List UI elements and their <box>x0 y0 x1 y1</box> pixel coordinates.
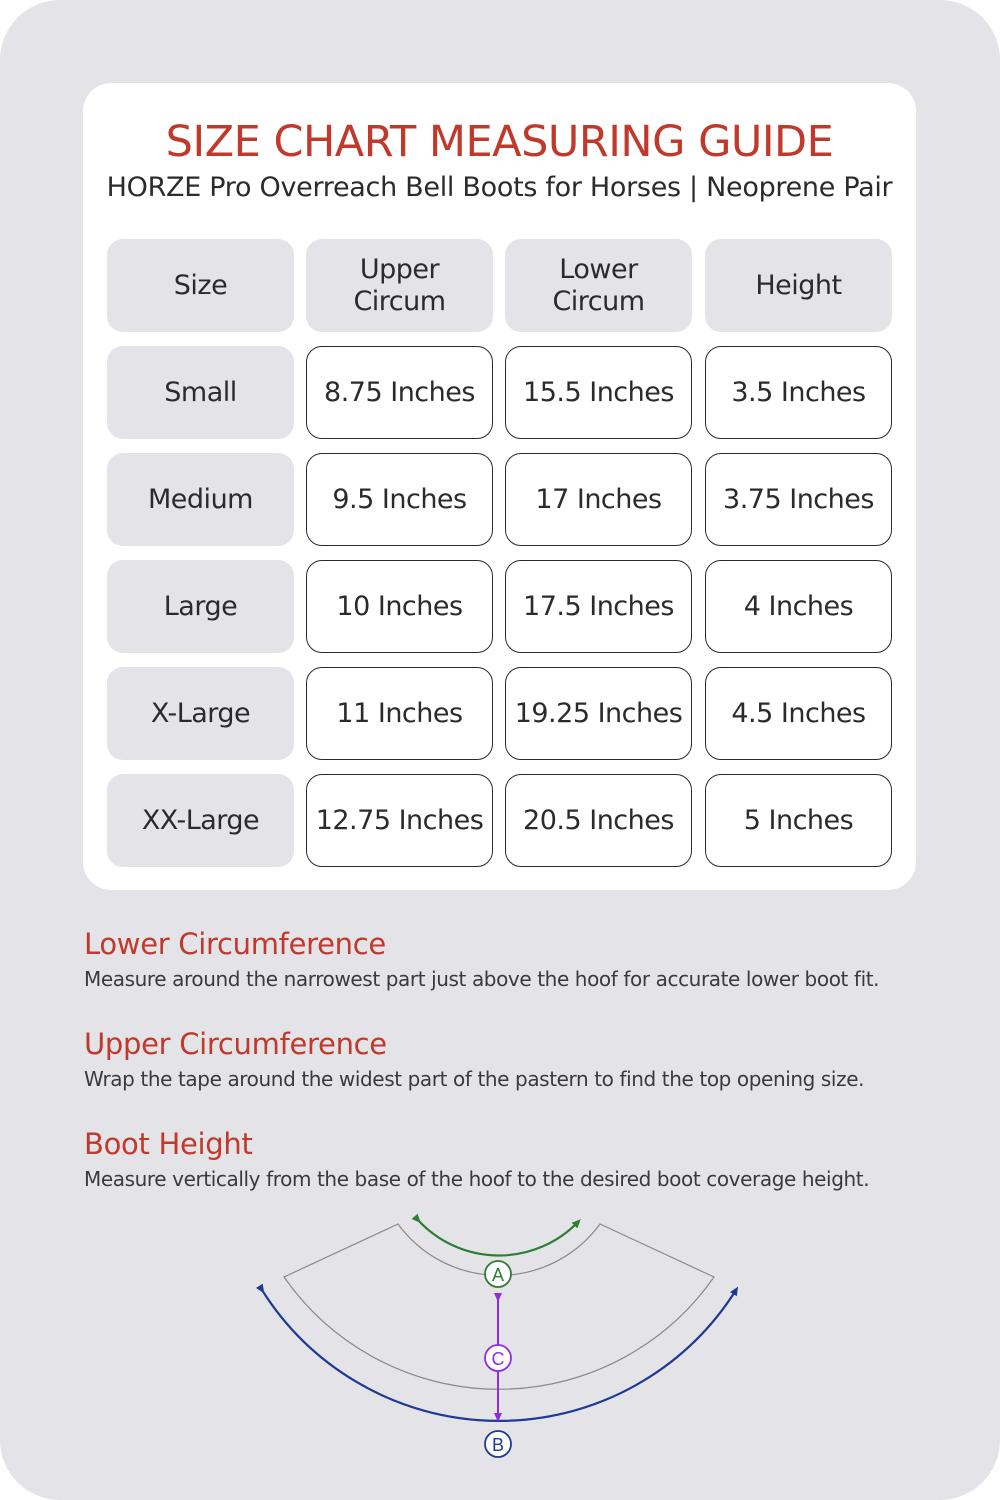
section-heading: Lower Circumference <box>84 927 386 961</box>
lower-circum-value: 17.5 Inches <box>505 560 692 653</box>
column-header-upper-circum: Upper Circum <box>306 239 493 332</box>
upper-circum-value: 10 Inches <box>306 560 493 653</box>
bell-boot-diagram <box>0 1205 1000 1500</box>
section-text: Measure vertically from the base of the hoof to the desired boot coverage height. <box>84 1167 870 1191</box>
section-heading: Upper Circumference <box>84 1027 387 1061</box>
table-row <box>107 667 892 774</box>
table-row <box>107 346 892 453</box>
label-b-marker <box>485 1431 511 1457</box>
table-row <box>107 560 892 667</box>
height-value: 3.75 Inches <box>705 453 892 546</box>
table-header-row <box>107 239 892 346</box>
upper-circum-value: 11 Inches <box>306 667 493 760</box>
section-text: Wrap the tape around the widest part of the pastern to find the top opening size. <box>84 1067 865 1091</box>
column-header-size: Size <box>107 239 294 332</box>
section-upper-circumference <box>84 1027 864 1091</box>
page-title: SIZE CHART MEASURING GUIDE <box>165 117 834 167</box>
height-value: 3.5 Inches <box>705 346 892 439</box>
size-label: Large <box>107 560 294 653</box>
lower-circum-value: 20.5 Inches <box>505 774 692 867</box>
section-text: Measure around the narrowest part just above the hoof for accurate lower boot fit. <box>84 967 880 991</box>
table-row <box>107 774 892 881</box>
column-header-lower-circum: Lower Circum <box>505 239 692 332</box>
size-label: X-Large <box>107 667 294 760</box>
section-heading: Boot Height <box>84 1127 253 1161</box>
label-c-marker <box>485 1345 511 1371</box>
label-b: B <box>491 1435 505 1455</box>
lower-circum-value: 15.5 Inches <box>505 346 692 439</box>
size-label: Medium <box>107 453 294 546</box>
label-c: C <box>491 1349 505 1369</box>
section-lower-circumference <box>84 927 879 991</box>
size-table <box>107 239 892 881</box>
size-label: Small <box>107 346 294 439</box>
lower-circum-value: 17 Inches <box>505 453 692 546</box>
section-boot-height <box>84 1127 869 1191</box>
label-a: A <box>491 1265 505 1285</box>
lower-circum-value: 19.25 Inches <box>505 667 692 760</box>
upper-circum-value: 12.75 Inches <box>306 774 493 867</box>
height-value: 4.5 Inches <box>705 667 892 760</box>
column-header-height: Height <box>705 239 892 332</box>
height-value: 5 Inches <box>705 774 892 867</box>
label-a-marker <box>485 1261 511 1287</box>
upper-circum-value: 8.75 Inches <box>306 346 493 439</box>
size-label: XX-Large <box>107 774 294 867</box>
height-value: 4 Inches <box>705 560 892 653</box>
table-row <box>107 453 892 560</box>
upper-circumference-arrow <box>418 1220 578 1256</box>
size-chart-card <box>83 83 916 890</box>
upper-circum-value: 9.5 Inches <box>306 453 493 546</box>
product-subtitle: HORZE Pro Overreach Bell Boots for Horses | Neoprene Pair <box>106 172 893 203</box>
